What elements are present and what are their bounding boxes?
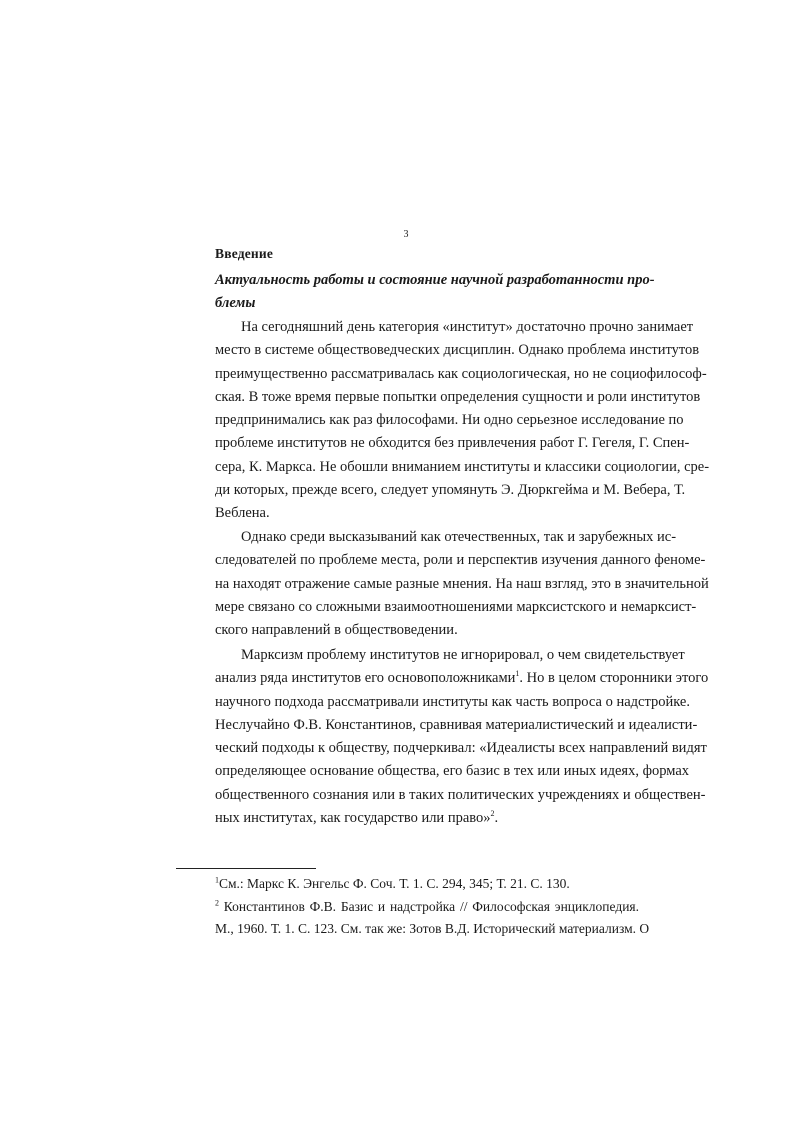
text-line: мере связано со сложными взаимоотношениями марксистского и немарксист- bbox=[215, 598, 697, 615]
paragraph-3 bbox=[215, 644, 709, 830]
text-line: Веблена. bbox=[215, 505, 270, 522]
text-line: ская. В тоже время первые попытки определения сущности и роли институтов bbox=[215, 388, 701, 405]
text-line: общественного сознания или в таких политических учреждениях и обществен- bbox=[215, 786, 706, 803]
text-segment: ных институтах, как государство или право» bbox=[215, 810, 491, 827]
text-line: Однако среди высказываний как отечественных, так и зарубежных ис- bbox=[241, 529, 677, 545]
paragraph-2 bbox=[215, 526, 709, 642]
footnote-ref-2[interactable]: 2 bbox=[490, 809, 495, 819]
text-line: место в системе обществоведческих дисциплин. Однако проблема институтов bbox=[215, 342, 700, 359]
text-line: ческий подходы к обществу, подчеркивал: «Идеалисты всех направлений видят bbox=[215, 740, 707, 757]
text-line: проблеме институтов не обходится без привлечения работ Г. Гегеля, Г. Спен- bbox=[215, 435, 690, 452]
subheading-line: Актуальность работы и состояние научной разработанности про- bbox=[215, 272, 655, 288]
subheading-line: блемы bbox=[215, 295, 256, 311]
text-line: Марксизм проблему институтов не игнорировал, о чем свидетельствует bbox=[241, 647, 685, 663]
section-heading: Введение bbox=[215, 246, 274, 261]
text-line: определяющее основание общества, его базис в тех или иных идеях, формах bbox=[215, 763, 690, 780]
text-line: ди которых, прежде всего, следует упомянуть Э. Дюркгейма и М. Вебера, Т. bbox=[215, 482, 686, 499]
text-line: сера, К. Маркса. Не обошли вниманием институты и классики социологии, сре- bbox=[215, 458, 710, 475]
page-number: 3 bbox=[403, 229, 409, 240]
footnote-text: Константинов Ф.В. Базис и надстройка // Философская энциклопедия. bbox=[223, 898, 640, 914]
footnote-2 bbox=[215, 896, 639, 919]
text-line: научного подхода рассматривали институты как часть вопроса о надстройке. bbox=[215, 693, 690, 710]
text-segment: . bbox=[494, 810, 499, 827]
text-segment: анализ ряда институтов его основоположниками bbox=[215, 670, 516, 687]
text-segment: . Но в целом сторонники этого bbox=[519, 670, 709, 687]
footnote-ref-1[interactable]: 1 bbox=[515, 669, 520, 679]
footnote-text: См.: Маркс К. Энгельс Ф. Соч. Т. 1. С. 294, 345; Т. 21. С. 130. bbox=[219, 876, 570, 891]
text-line bbox=[215, 667, 709, 690]
paragraph-1 bbox=[215, 316, 710, 526]
text-line bbox=[215, 807, 639, 830]
footnote-separator bbox=[176, 868, 316, 869]
footnote-1 bbox=[215, 873, 639, 896]
text-line: следователей по проблеме места, роли и перспектив изучения данного феноме- bbox=[215, 552, 706, 569]
text-line: ского направлений в обществоведении. bbox=[215, 622, 458, 639]
text-line: на находят отражение самые разные мнения. На наш взгляд, это в значительной bbox=[215, 575, 709, 592]
footnote-mark: 1 bbox=[215, 875, 219, 885]
footnote-mark: 2 bbox=[215, 898, 219, 907]
text-line: предпринимались как раз философами. Ни одно серьезное исследование по bbox=[215, 412, 684, 429]
text-line: Неслучайно Ф.В. Константинов, сравнивая материалистический и идеалисти- bbox=[215, 716, 698, 733]
footnotes bbox=[215, 873, 650, 941]
section-subheading bbox=[215, 269, 655, 315]
text-line: На сегодняшний день категория «институт» достаточно прочно занимает bbox=[241, 319, 694, 335]
text-line: преимущественно рассматривалась как социологическая, но не социофилософ- bbox=[215, 365, 707, 382]
footnote-2-continued: М., 1960. Т. 1. С. 123. См. так же: Зотов В.Д. Исторический материализм. О bbox=[215, 921, 650, 936]
